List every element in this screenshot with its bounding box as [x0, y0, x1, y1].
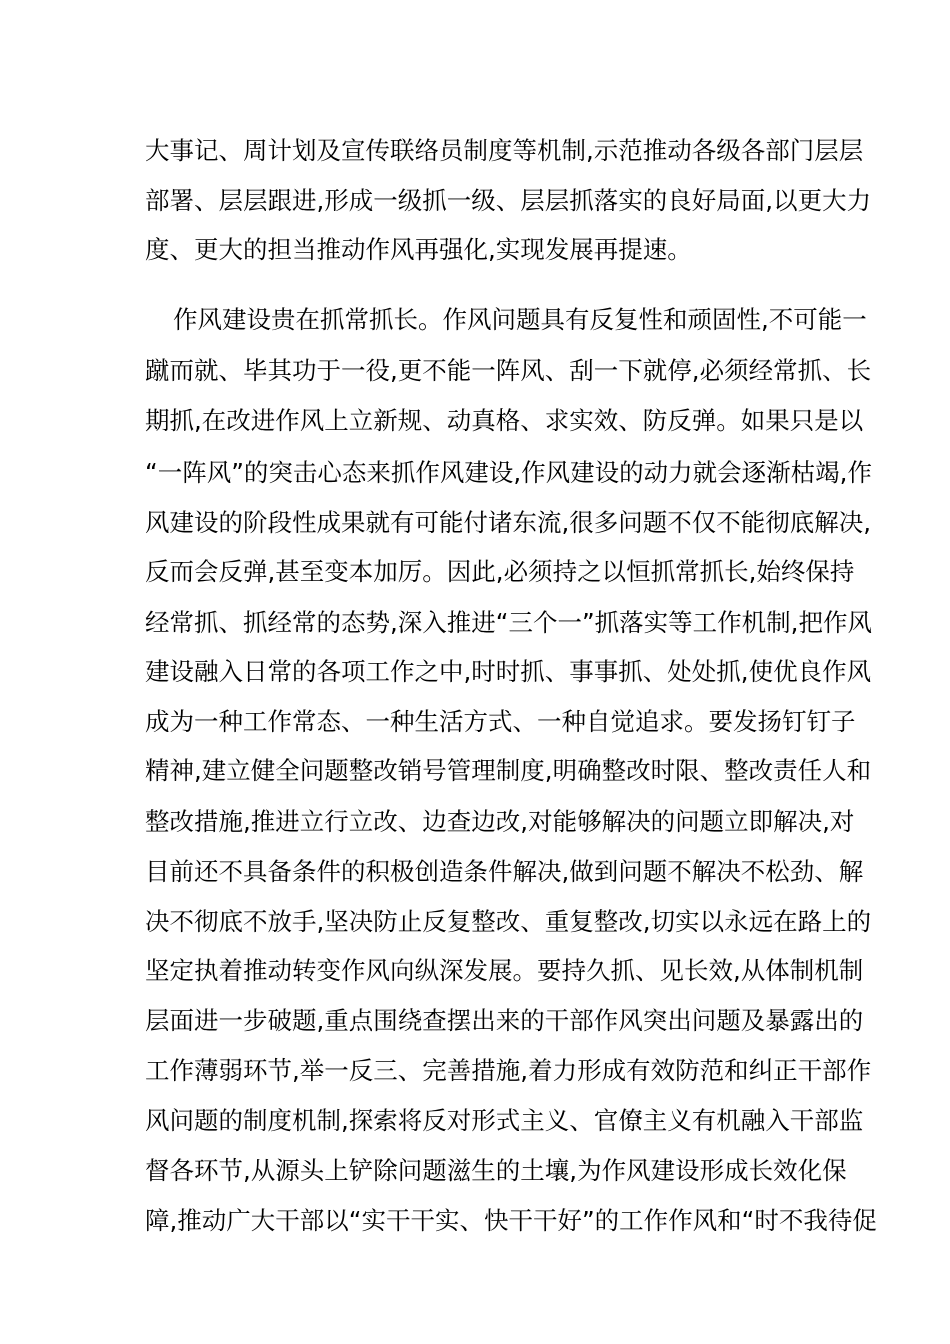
text-line: “一阵风”的突击心态来抓作风建设,作风建设的动力就会逐渐枯竭,作	[145, 458, 872, 487]
text-line: 目前还不具备条件的积极创造条件解决,做到问题不解决不松劲、解	[145, 857, 864, 886]
text-line: 层面进一步破题,重点围绕查摆出来的干部作风突出问题及暴露出的	[145, 1006, 864, 1035]
text-line: 反而会反弹,甚至变本加厉。因此,必须持之以恒抓常抓长,始终保持	[145, 557, 855, 586]
text-line: 决不彻底不放手,坚决防止反复整改、重复整改,切实以永远在路上的	[145, 907, 872, 936]
text-line: 工作薄弱环节,举一反三、完善措施,着力形成有效防范和纠正干部作	[145, 1056, 872, 1085]
text-line: 风问题的制度机制,探索将反对形式主义、官僚主义有机融入干部监	[145, 1106, 864, 1135]
text-line: 坚定执着推动转变作风向纵深发展。要持久抓、见长效,从体制机制	[145, 956, 864, 985]
text-line: 蹴而就、毕其功于一役,更不能一阵风、刮一下就停,必须经常抓、长	[145, 356, 872, 385]
text-line: 精神,建立健全问题整改销号管理制度,明确整改时限、整改责任人和	[145, 756, 872, 785]
text-line: 风建设的阶段性成果就有可能付诸东流,很多问题不仅不能彻底解决,	[145, 508, 872, 537]
text-line: 部署、层层跟进,形成一级抓一级、层层抓落实的良好局面,以更大力	[145, 186, 872, 215]
text-line: 经常抓、抓经常的态势,深入推进“三个一”抓落实等工作机制,把作风	[145, 608, 872, 637]
text-line: 度、更大的担当推动作风再强化,实现发展再提速。	[145, 235, 692, 264]
paragraph-first-line: 作风建设贵在抓常抓长。作风问题具有反复性和顽固性,不可能一	[173, 305, 867, 334]
text-line: 期抓,在改进作风上立新规、动真格、求实效、防反弹。如果只是以	[145, 406, 864, 435]
text-line: 障,推动广大干部以“实干干实、快干干好”的工作作风和“时不我待促	[145, 1206, 877, 1235]
text-line: 大事记、周计划及宣传联络员制度等机制,示范推动各级各部门层层	[145, 136, 864, 165]
text-line: 督各环节,从源头上铲除问题滋生的土壤,为作风建设形成长效化保	[145, 1156, 847, 1185]
text-line: 建设融入日常的各项工作之中,时时抓、事事抓、处处抓,使优良作风	[145, 657, 872, 686]
text-line: 成为一种工作常态、一种生活方式、一种自觉追求。要发扬钉钉子	[145, 707, 856, 736]
text-line: 整改措施,推进立行立改、边查边改,对能够解决的问题立即解决,对	[145, 807, 855, 836]
